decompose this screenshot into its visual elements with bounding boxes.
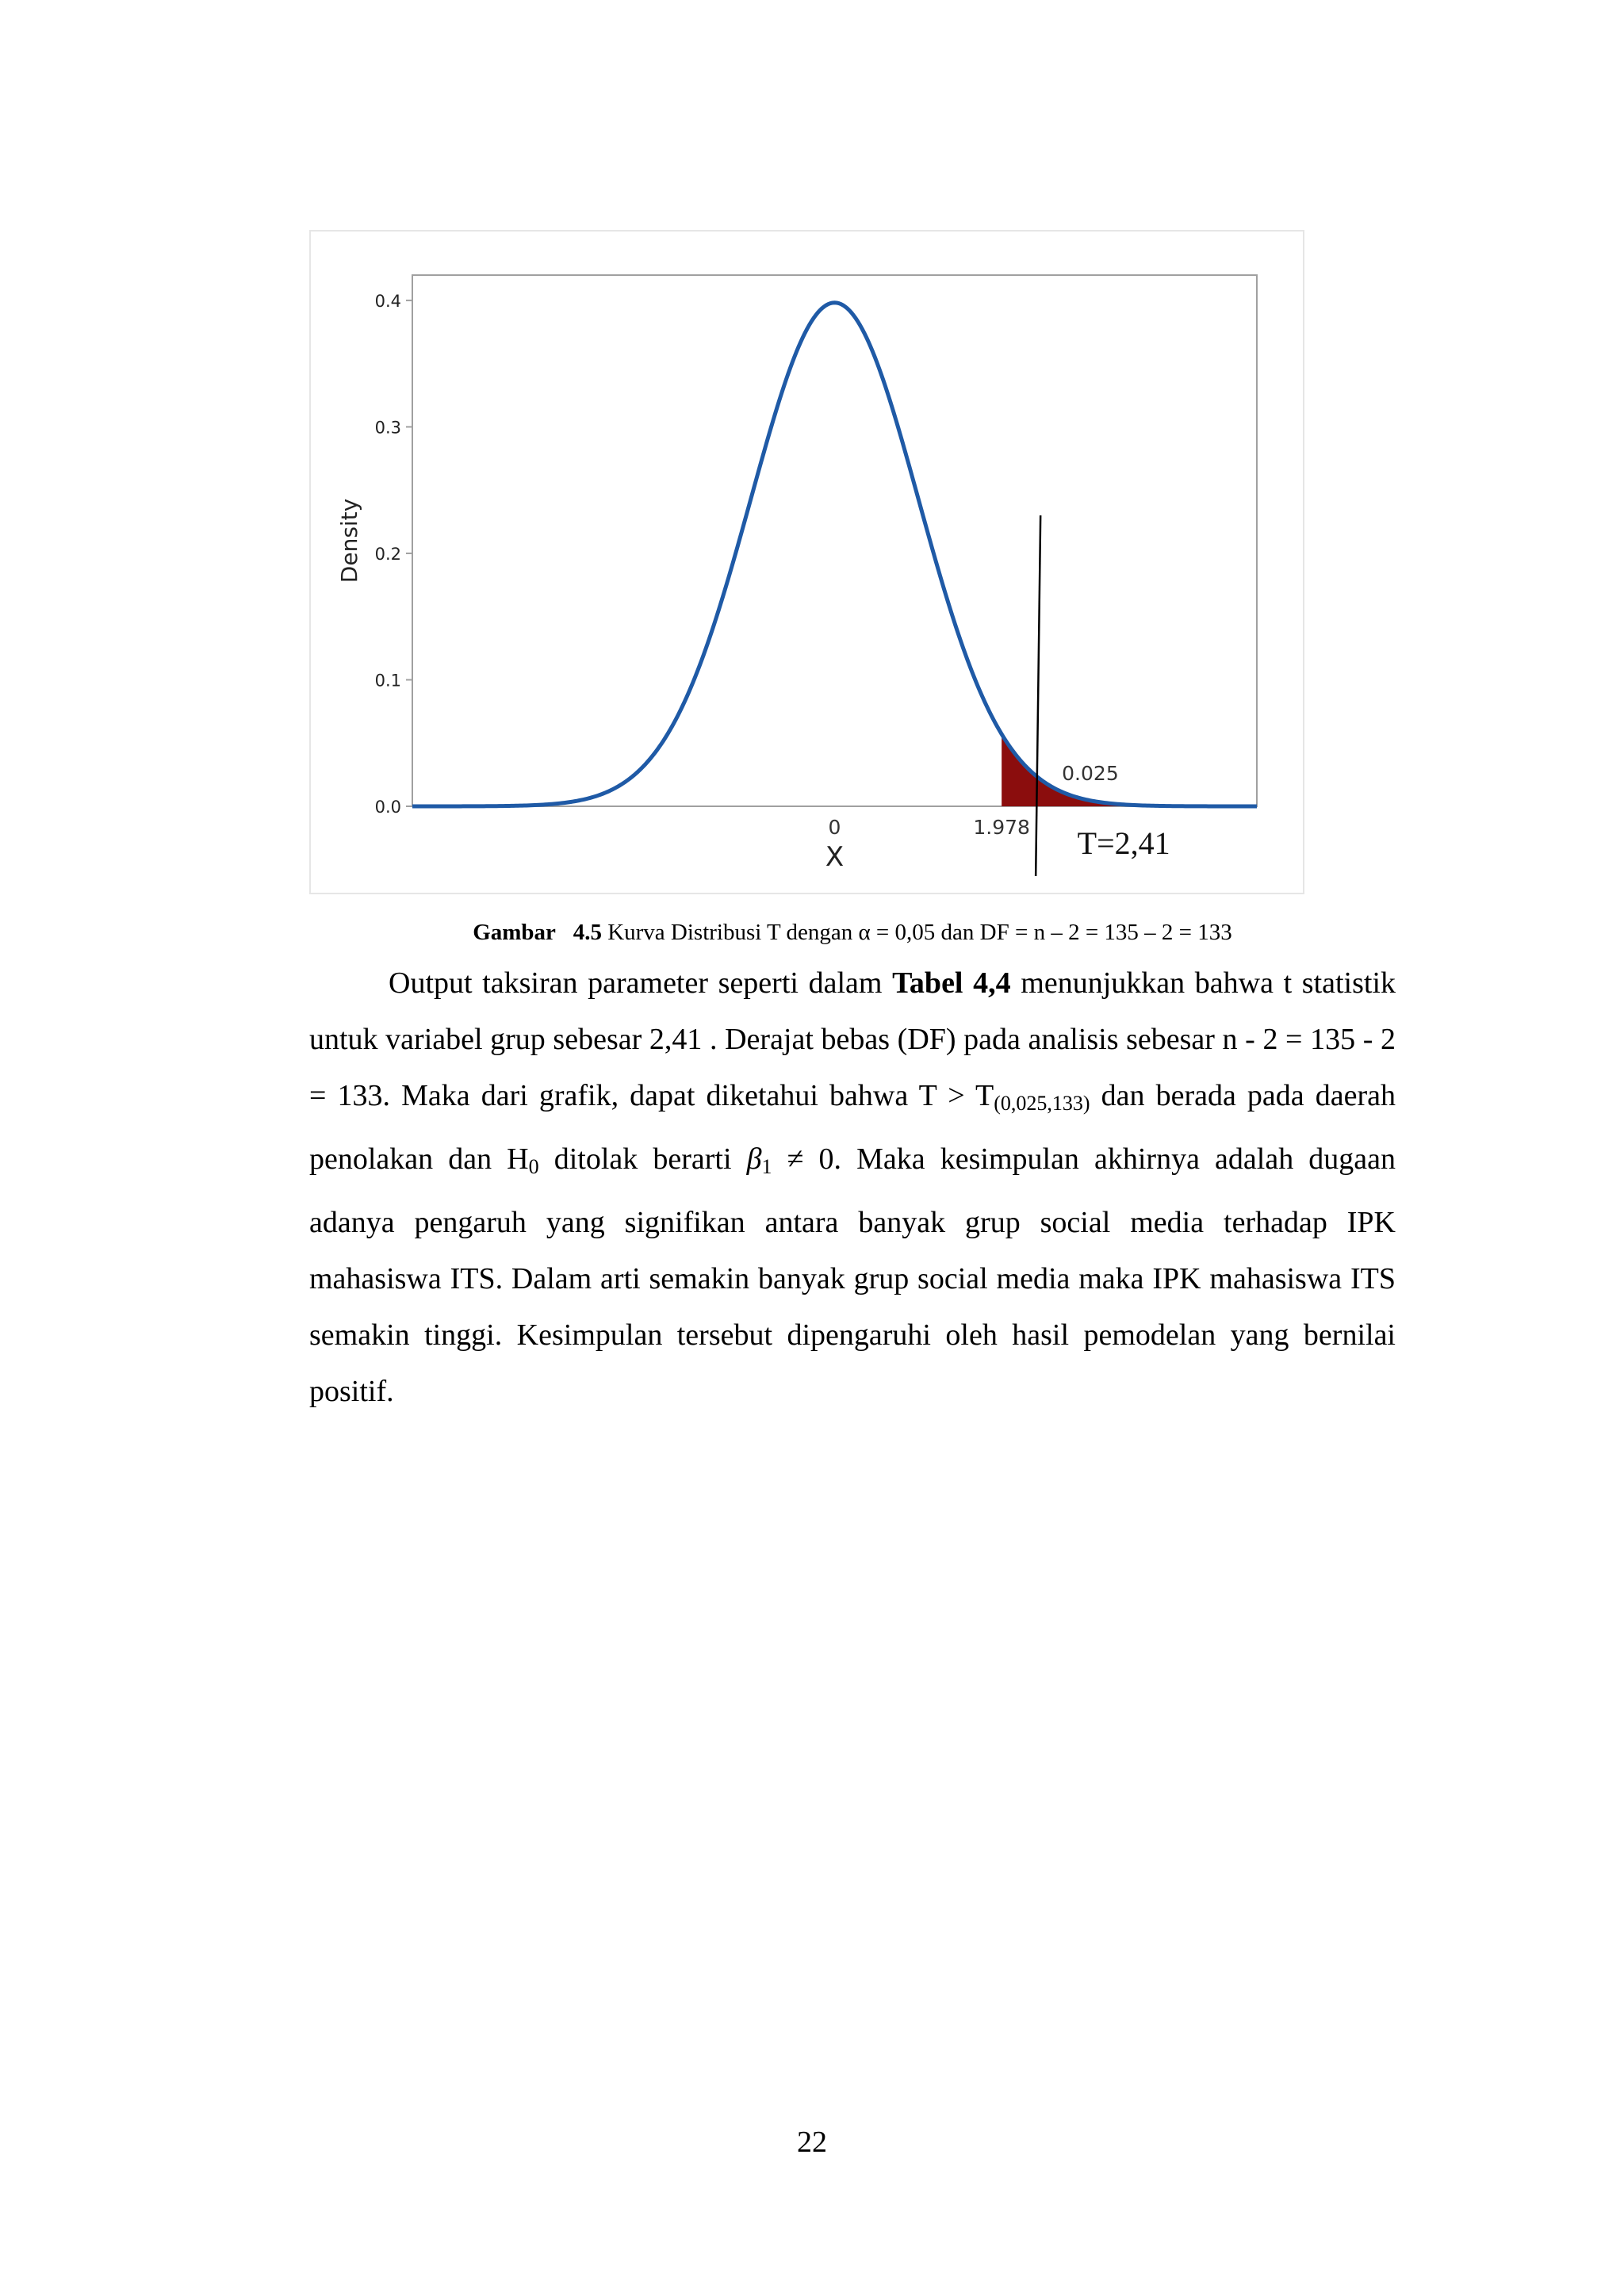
figure-t-distribution <box>309 230 1304 894</box>
beta-subscript: 1 <box>761 1155 772 1178</box>
t-statistic-label: T=2,41 <box>1077 825 1170 861</box>
y-tick-label: 0.4 <box>374 291 401 311</box>
y-tick-label: 0.2 <box>374 544 401 564</box>
body-paragraph <box>309 955 1396 1420</box>
y-axis-label: Density <box>336 498 362 584</box>
x-tick-label: 0 <box>828 816 841 839</box>
caption-number: 4.5 <box>573 920 602 945</box>
body-text-2: menunjukkan bahwa t statistik untuk variabel grup sebesar 2,41 . Derajat bebas (DF) pada analisis sebesar n - 2 = 135 - 2 = 133. Maka dari grafik, dapat diketahui bahwa T > T <box>309 966 1396 1112</box>
y-tick-label: 0.0 <box>374 798 401 817</box>
plot-area <box>412 275 1257 806</box>
body-text-3: dan berada pada daerah penolakan dan H <box>309 1079 1396 1176</box>
x-axis-label: X <box>825 841 845 873</box>
figure-caption <box>309 918 1396 947</box>
y-tick-label: 0.3 <box>374 418 401 438</box>
body-text-5: ≠ 0. Maka kesimpulan akhirnya adalah dugaan adanya pengaruh yang signifikan antara banyak grup social media terhadap IPK mahasiswa ITS. Dalam arti semakin banyak grup social media maka IPK mahasiswa ITS semakin tinggi. Kesimpulan tersebut dipengaruhi oleh hasil pemodelan yang bernilai positif. <box>309 1142 1396 1408</box>
caption-label: Gambar <box>473 920 556 945</box>
body-text-1: Output taksiran parameter seperti dalam <box>389 966 893 1000</box>
x-tick-label: 1.978 <box>973 816 1030 839</box>
table-reference: Tabel 4,4 <box>892 966 1011 1000</box>
body-text-4: ditolak berarti <box>538 1142 747 1176</box>
y-tick-label: 0.1 <box>374 671 401 691</box>
h-subscript: 0 <box>528 1155 539 1178</box>
caption-text: Kurva Distribusi T dengan α = 0,05 dan DF = n – 2 = 135 – 2 = 133 <box>607 920 1232 945</box>
t-distribution-chart <box>309 230 1304 894</box>
t-subscript: (0,025,133) <box>994 1092 1090 1115</box>
beta-symbol: β <box>746 1142 762 1176</box>
area-label: 0.025 <box>1062 762 1119 785</box>
page-number: 22 <box>797 2126 827 2159</box>
